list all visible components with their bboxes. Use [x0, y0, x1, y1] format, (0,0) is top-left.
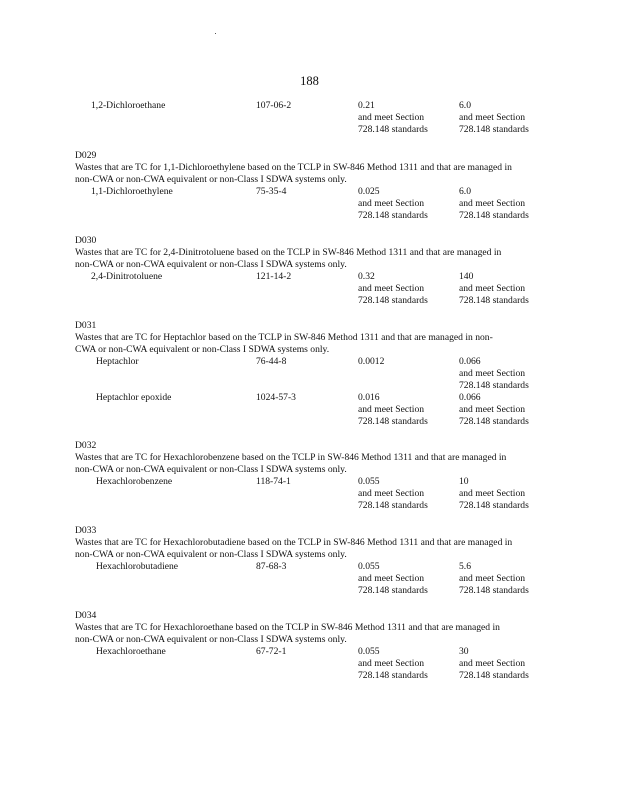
nonwastewater-note: and meet Section: [459, 658, 526, 669]
nonwastewater-value: 0.066: [459, 392, 481, 403]
page-number: 188: [300, 74, 319, 88]
constituent-name: Heptachlor: [96, 356, 139, 367]
nonwastewater-value: 140: [459, 271, 474, 282]
nonwastewater-note: and meet Section: [459, 573, 526, 584]
waste-description: non-CWA or non-CWA equivalent or non-Class I SDWA systems only.: [75, 549, 347, 560]
constituent-name: 1,2-Dichloroethane: [91, 100, 166, 111]
waste-description: non-CWA or non-CWA equivalent or non-Class I SDWA systems only.: [75, 174, 347, 185]
constituent-name: Hexachlorobutadiene: [96, 561, 179, 572]
nonwastewater-note: and meet Section: [459, 283, 526, 294]
waste-description: non-CWA or non-CWA equivalent or non-Class I SDWA systems only.: [75, 634, 347, 645]
nonwastewater-value: 6.0: [459, 100, 471, 111]
wastewater-value: 0.055: [358, 646, 380, 657]
constituent-name: Hexachlorobenzene: [96, 476, 173, 487]
waste-description: non-CWA or non-CWA equivalent or non-Class I SDWA systems only.: [75, 464, 347, 475]
cas-number: 118-74-1: [256, 476, 291, 487]
wastewater-note: and meet Section: [358, 112, 425, 123]
wastewater-note: and meet Section: [358, 573, 425, 584]
wastewater-note: 728.148 standards: [358, 585, 428, 596]
nonwastewater-note: and meet Section: [459, 488, 526, 499]
wastewater-note: and meet Section: [358, 658, 425, 669]
nonwastewater-note: 728.148 standards: [459, 670, 529, 681]
waste-description: Wastes that are TC for Hexachlorobutadiene based on the TCLP in SW-846 Method 1311 and that are managed in: [75, 537, 513, 548]
waste-code: D034: [75, 610, 97, 621]
waste-description: Wastes that are TC for Hexachloroethane based on the TCLP in SW-846 Method 1311 and that are managed in: [75, 622, 500, 633]
waste-description: CWA or non-CWA equivalent or non-Class I SDWA systems only.: [75, 344, 330, 355]
nonwastewater-note: 728.148 standards: [459, 380, 529, 391]
wastewater-value: 0.055: [358, 561, 380, 572]
cas-number: 67-72-1: [256, 646, 287, 657]
nonwastewater-value: 6.0: [459, 186, 471, 197]
nonwastewater-value: 10: [459, 476, 469, 487]
wastewater-note: 728.148 standards: [358, 210, 428, 221]
wastewater-note: 728.148 standards: [358, 500, 428, 511]
cas-number: 87-68-3: [256, 561, 287, 572]
nonwastewater-note: 728.148 standards: [459, 585, 529, 596]
waste-description: non-CWA or non-CWA equivalent or non-Class I SDWA systems only.: [75, 259, 347, 270]
wastewater-value: 0.055: [358, 476, 380, 487]
wastewater-value: 0.0012: [358, 356, 385, 367]
constituent-name: Hexachloroethane: [96, 646, 166, 657]
wastewater-note: and meet Section: [358, 488, 425, 499]
nonwastewater-value: 0.066: [459, 356, 481, 367]
wastewater-value: 0.21: [358, 100, 375, 111]
waste-code: D031: [75, 320, 97, 331]
cas-number: 1024-57-3: [256, 392, 296, 403]
waste-code: D029: [75, 150, 97, 161]
wastewater-note: 728.148 standards: [358, 670, 428, 681]
constituent-name: 2,4-Dinitrotoluene: [91, 271, 163, 282]
constituent-name: 1,1-Dichloroethylene: [91, 186, 173, 197]
nonwastewater-value: 30: [459, 646, 469, 657]
scan-speck: [215, 33, 216, 34]
nonwastewater-value: 5.6: [459, 561, 471, 572]
nonwastewater-note: and meet Section: [459, 112, 526, 123]
nonwastewater-note: 728.148 standards: [459, 416, 529, 427]
wastewater-value: 0.016: [358, 392, 380, 403]
nonwastewater-note: 728.148 standards: [459, 295, 529, 306]
nonwastewater-note: 728.148 standards: [459, 210, 529, 221]
cas-number: 76-44-8: [256, 356, 287, 367]
wastewater-note: and meet Section: [358, 283, 425, 294]
waste-code: D030: [75, 235, 97, 246]
cas-number: 107-06-2: [256, 100, 292, 111]
wastewater-note: and meet Section: [358, 404, 425, 415]
waste-description: Wastes that are TC for Hexachlorobenzene based on the TCLP in SW-846 Method 1311 and that are managed in: [75, 452, 507, 463]
constituent-name: Heptachlor epoxide: [96, 392, 172, 403]
nonwastewater-note: 728.148 standards: [459, 124, 529, 135]
wastewater-note: 728.148 standards: [358, 416, 428, 427]
wastewater-note: 728.148 standards: [358, 124, 428, 135]
cas-number: 75-35-4: [256, 186, 287, 197]
wastewater-value: 0.025: [358, 186, 380, 197]
nonwastewater-note: 728.148 standards: [459, 500, 529, 511]
wastewater-value: 0.32: [358, 271, 375, 282]
nonwastewater-note: and meet Section: [459, 368, 526, 379]
waste-description: Wastes that are TC for 1,1-Dichloroethylene based on the TCLP in SW-846 Method 1311 and that are managed in: [75, 162, 512, 173]
nonwastewater-note: and meet Section: [459, 198, 526, 209]
waste-code: D033: [75, 525, 97, 536]
wastewater-note: and meet Section: [358, 198, 425, 209]
waste-code: D032: [75, 440, 97, 451]
cas-number: 121-14-2: [256, 271, 292, 282]
waste-description: Wastes that are TC for 2,4-Dinitrotoluene based on the TCLP in SW-846 Method 1311 and that are managed in: [75, 247, 502, 258]
nonwastewater-note: and meet Section: [459, 404, 526, 415]
wastewater-note: 728.148 standards: [358, 295, 428, 306]
waste-description: Wastes that are TC for Heptachlor based on the TCLP in SW-846 Method 1311 and that are managed in non-: [75, 332, 493, 343]
